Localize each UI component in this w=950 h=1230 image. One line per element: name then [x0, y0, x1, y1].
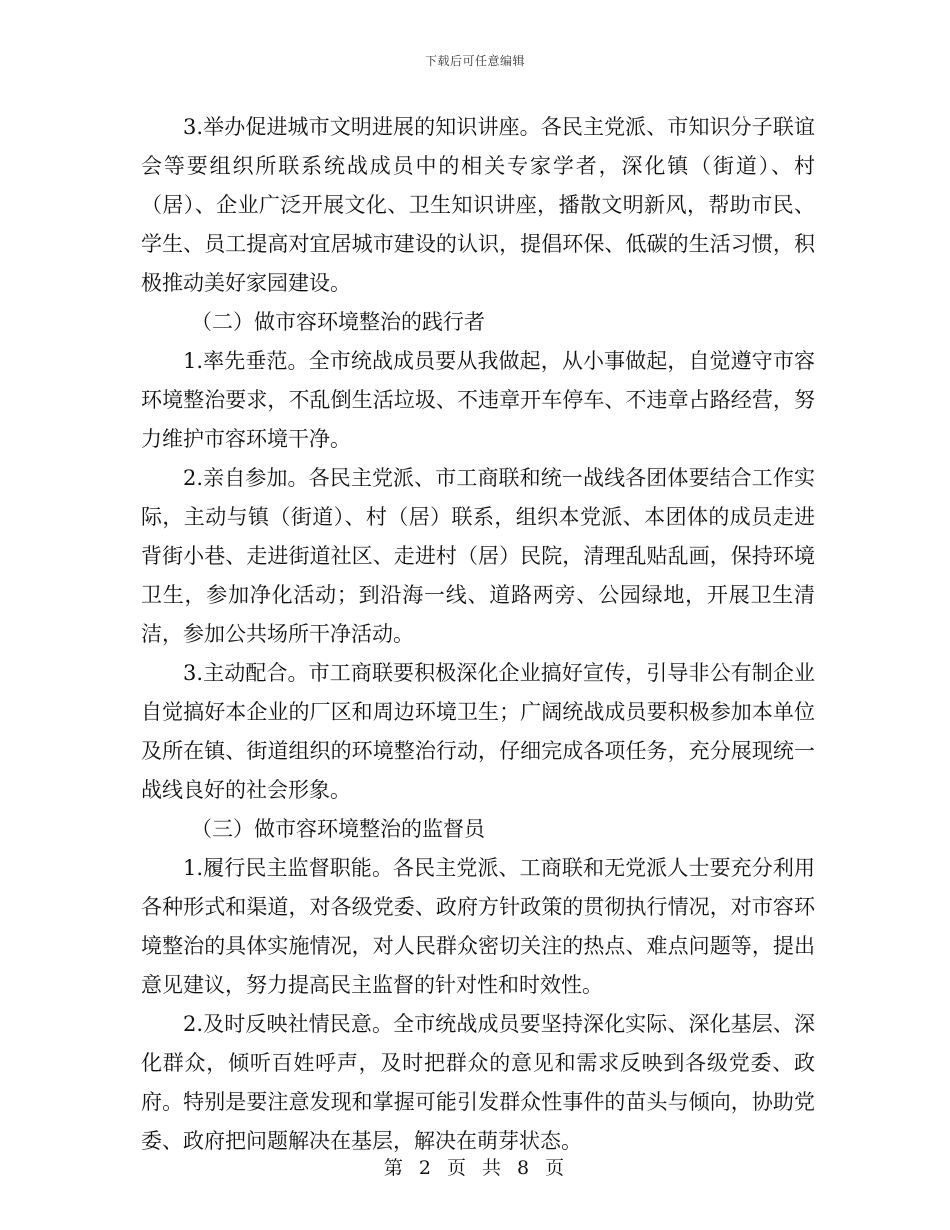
page-number: 第 2 页 共 8 页 [383, 1157, 567, 1179]
paragraph-cooperate: 3.主动配合。市工商联要积极深化企业搞好宣传，引导非公有制企业自觉搞好本企业的厂区和周边环境卫生；广阔统战成员要积极参加本单位及所在镇、街道组织的环境整治行动，仔细完成各项任务，充分展现统一战线良好的社会形象。 [141, 661, 815, 802]
page-header: 下载后可任意编辑 [424, 54, 525, 68]
paragraph-democratic-supervision: 1.履行民主监督职能。各民主党派、工商联和无党派人士要充分利用各种形式和渠道，对各级党委、政府方针政策的贯彻执行情况，对市容环境整治的具体实施情况，对人民群众密切关注的热点、难点问题等，提出意见建议，努力提高民主监督的针对性和时效性。 [141, 856, 815, 997]
paragraph-lead-by-example: 1.率先垂范。全市统战成员要从我做起，从小事做起，自觉遵守市容环境整治要求，不乱倒生活垃圾、不违章开车停车、不违章占路经营，努力维护市容环境干净。 [141, 349, 815, 451]
paragraph-lecture: 3.举办促进城市文明进展的知识讲座。各民主党派、市知识分子联谊会等要组织所联系统战成员中的相关专家学者，深化镇（街道）、村（居）、企业广泛开展文化、卫生知识讲座，播散文明新风，帮助市民、学生、员工提高对宜居城市建设的认识，提倡环保、低碳的生活习惯，积极推动美好家园建设。 [141, 115, 815, 295]
paragraph-public-opinion: 2.及时反映社情民意。全市统战成员要坚持深化实际、深化基层、深化群众，倾听百姓呼声，及时把群众的意见和需求反映到各级党委、政府。特别是要注意发现和掌握可能引发群众性事件的苗头与倾向，协助党委、政府把问题解决在基层，解决在萌芽状态。 [141, 1012, 815, 1153]
paragraph-participate: 2.亲自参加。各民主党派、市工商联和统一战线各团体要结合工作实际，主动与镇（街道）、村（居）联系，组织本党派、本团体的成员走进背街小巷、走进街道社区、走进村（居）民院，清理乱贴乱画，保持环境卫生，参加净化活动；到沿海一线、道路两旁、公园绿地，开展卫生清洁，参加公共场所干净活动。 [141, 466, 815, 646]
section-heading-supervisor: （三）做市容环境整治的监督员 [191, 817, 485, 841]
document-body [141, 108, 815, 1161]
section-heading-practitioner: （二）做市容环境整治的践行者 [191, 310, 485, 334]
